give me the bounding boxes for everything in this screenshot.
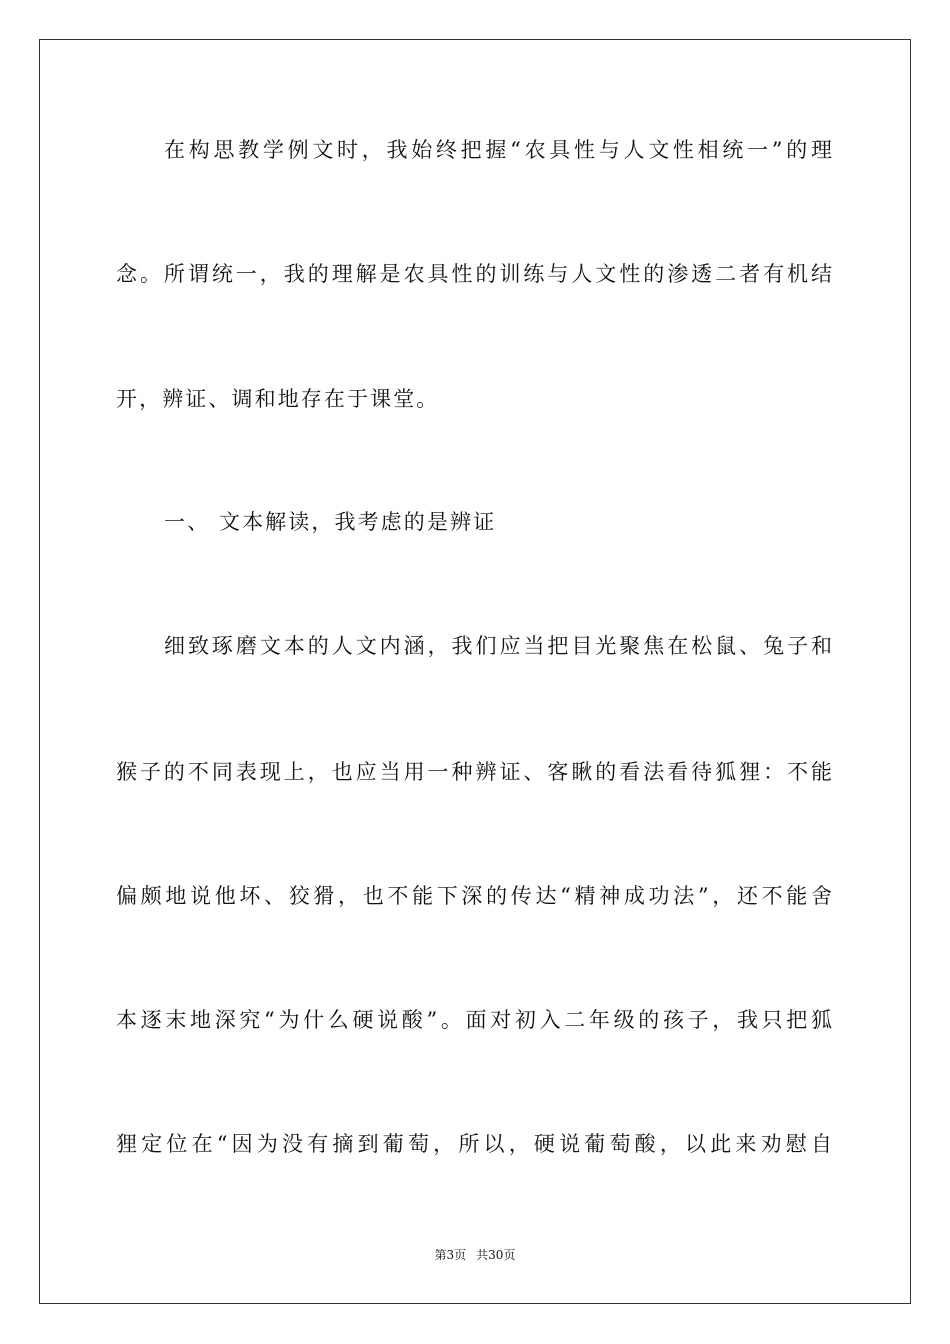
paragraph-line: 猴子的不同表现上，也应当用一种辨证、客瞅的看法看待狐狸：不能 xyxy=(116,760,832,784)
page-total: 共30页 xyxy=(476,1248,516,1262)
section-heading: 一、 文本解读，我考虑的是辨证 xyxy=(164,510,497,534)
page-number: 第3页 xyxy=(434,1248,467,1262)
paragraph-line: 念。所谓统一，我的理解是农具性的训练与人文性的渗透二者有机结 xyxy=(116,262,832,286)
paragraph-line: 开，辨证、调和地存在于课堂。 xyxy=(116,387,440,411)
paragraph-line: 在构思教学例文时，我始终把握“农具性与人文性相统一”的理 xyxy=(164,138,832,162)
paragraph-line: 本逐末地深究“为什么硬说酸”。面对初入二年级的孩子，我只把狐 xyxy=(116,1008,832,1032)
page-footer xyxy=(0,1247,950,1263)
page-border xyxy=(39,39,911,1304)
paragraph-line: 狸定位在“因为没有摘到葡萄，所以，硬说葡萄酸，以此来劝慰自 xyxy=(116,1132,832,1156)
paragraph-line: 偏颇地说他坏、狡猾，也不能下深的传达“精神成功法”，还不能舍 xyxy=(116,884,832,908)
paragraph-line: 细致琢磨文本的人文内涵，我们应当把目光聚焦在松鼠、兔子和 xyxy=(164,634,832,658)
